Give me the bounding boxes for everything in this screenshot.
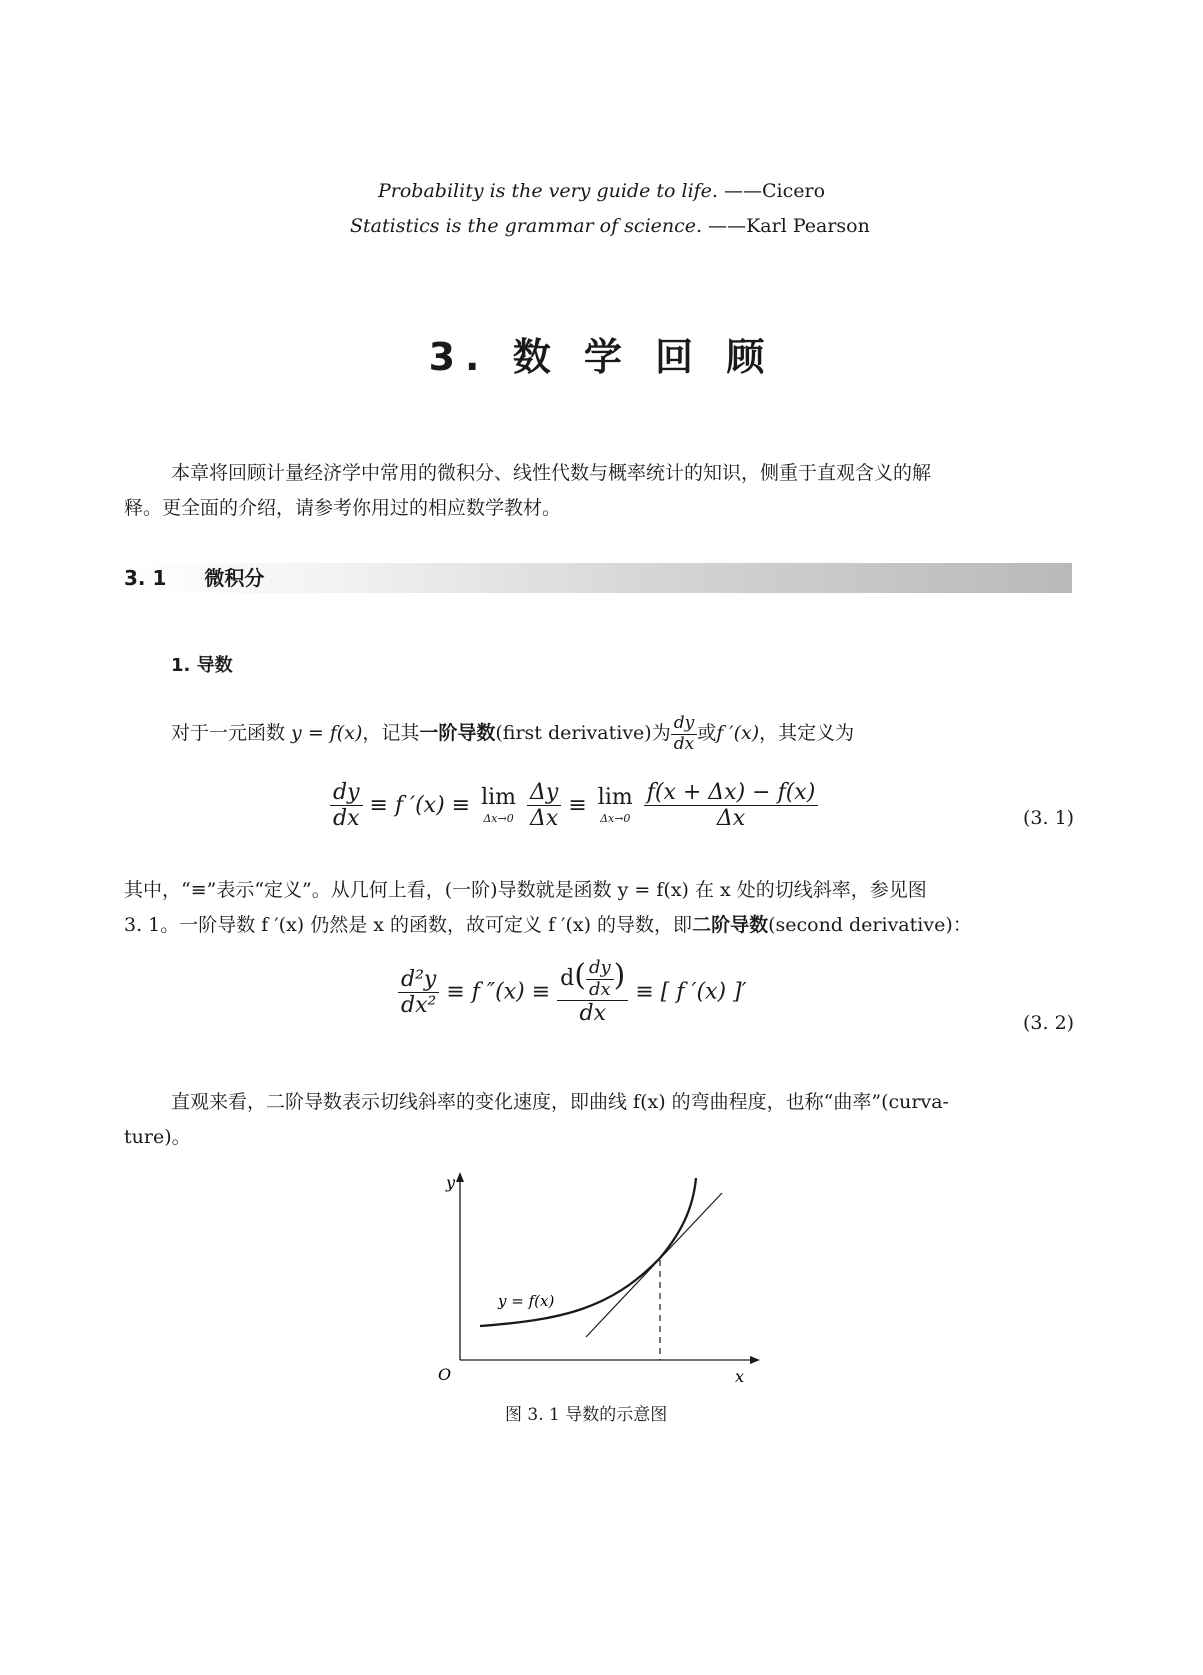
epigraph-line-2 [350, 215, 870, 237]
eq2-nested-fraction: d( $\frac{dy}{dx}$ ) dx [557, 958, 628, 1027]
equation-number-3-1: (3. 1) [1023, 807, 1075, 829]
y-axis-label: y [446, 1173, 456, 1192]
eq1-limit-2: lim Δx→0 [597, 785, 633, 826]
epigraph-quote-2: Statistics is the grammar of science. [350, 215, 703, 237]
equation-3-2: $\frac{\text{d²y}}{\text{dx²}}$ ≡ f ″(x) ≡ d( $\frac{dy}{dx}$ ) dx ≡ [ f ′(x) ]′ [398, 958, 747, 1027]
epigraph-quote-1: Probability is the very guide to life. [378, 180, 718, 202]
figure-derivative-diagram [430, 1160, 790, 1390]
section-heading [124, 563, 264, 593]
intro-line-1: 本章将回顾计量经济学中常用的微积分、线性代数与概率统计的知识，侧重于直观含义的解 [171, 462, 932, 484]
epigraph-author-1: ——Cicero [724, 180, 826, 202]
paragraph-derivative-def: 对于一元函数 y = f(x)，记其一阶导数(first derivative)为 $\frac{dy}{dx}$ 或f ′(x)，其定义为 [171, 712, 855, 754]
y-axis-arrow [456, 1172, 464, 1182]
eq1-difference-quotient: $\frac{\Delta y}{\Delta x}$ [527, 780, 561, 832]
x-axis-arrow [750, 1356, 760, 1364]
paragraph-geometric-line-1: 其中，“≡”表示“定义”。从几何上看，(一阶)导数就是函数 y = f(x) 在 x 处的切线斜率，参见图 [124, 879, 927, 901]
eq1-limit-1: lim Δx→0 [481, 785, 517, 826]
equation-3-1: $\frac{dy}{dx}$ ≡ f ′(x) ≡ lim Δx→0 $\frac{\Delta y}{\Delta x}$ ≡ lim Δx→0 $\frac{f(x + \Delta x) - f(x)}{\Delta x}$ [330, 780, 818, 832]
eq1-lhs-fraction: $\frac{dy}{dx}$ [330, 780, 363, 832]
subsection-title: 1. 导数 [171, 655, 233, 676]
chapter-title: 3. 数 学 回 顾 [428, 335, 775, 379]
eq2-lhs-fraction: $\frac{\text{d²y}}{\text{dx²}}$ [398, 967, 439, 1019]
curve-label: y = f(x) [498, 1292, 555, 1310]
epigraph-author-2: ——Karl Pearson [708, 215, 870, 237]
x-axis-label: x [735, 1367, 745, 1386]
equation-number-3-2: (3. 2) [1023, 1012, 1075, 1034]
paragraph-curvature-line-1: 直观来看，二阶导数表示切线斜率的变化速度，即曲线 f(x) 的弯曲程度，也称“曲率”(curva- [171, 1091, 949, 1113]
eq1-newton-quotient: $\frac{f(x + \Delta x) - f(x)}{\Delta x}$ [644, 780, 819, 832]
figure-caption: 图 3. 1 导数的示意图 [505, 1405, 668, 1425]
term-first-derivative: 一阶导数 [419, 722, 496, 744]
paragraph-curvature-line-2: ture)。 [124, 1126, 191, 1148]
intro-line-2: 释。更全面的介绍，请参考你用过的相应数学教材。 [124, 497, 562, 519]
inline-fraction-dydx: $\frac{dy}{dx}$ [671, 714, 698, 754]
origin-label: O [438, 1365, 452, 1384]
section-title: 微积分 [204, 566, 265, 590]
section-heading-bar [124, 563, 1072, 593]
paragraph-geometric-line-2: 3. 1。一阶导数 f ′(x) 仍然是 x 的函数，故可定义 f ′(x) 的导数，即二阶导数(second derivative)： [124, 914, 972, 936]
term-second-derivative: 二阶导数 [692, 914, 769, 936]
section-number: 3. 1 [124, 566, 167, 590]
tangent-line [586, 1193, 722, 1337]
epigraph-line-1 [378, 180, 825, 202]
